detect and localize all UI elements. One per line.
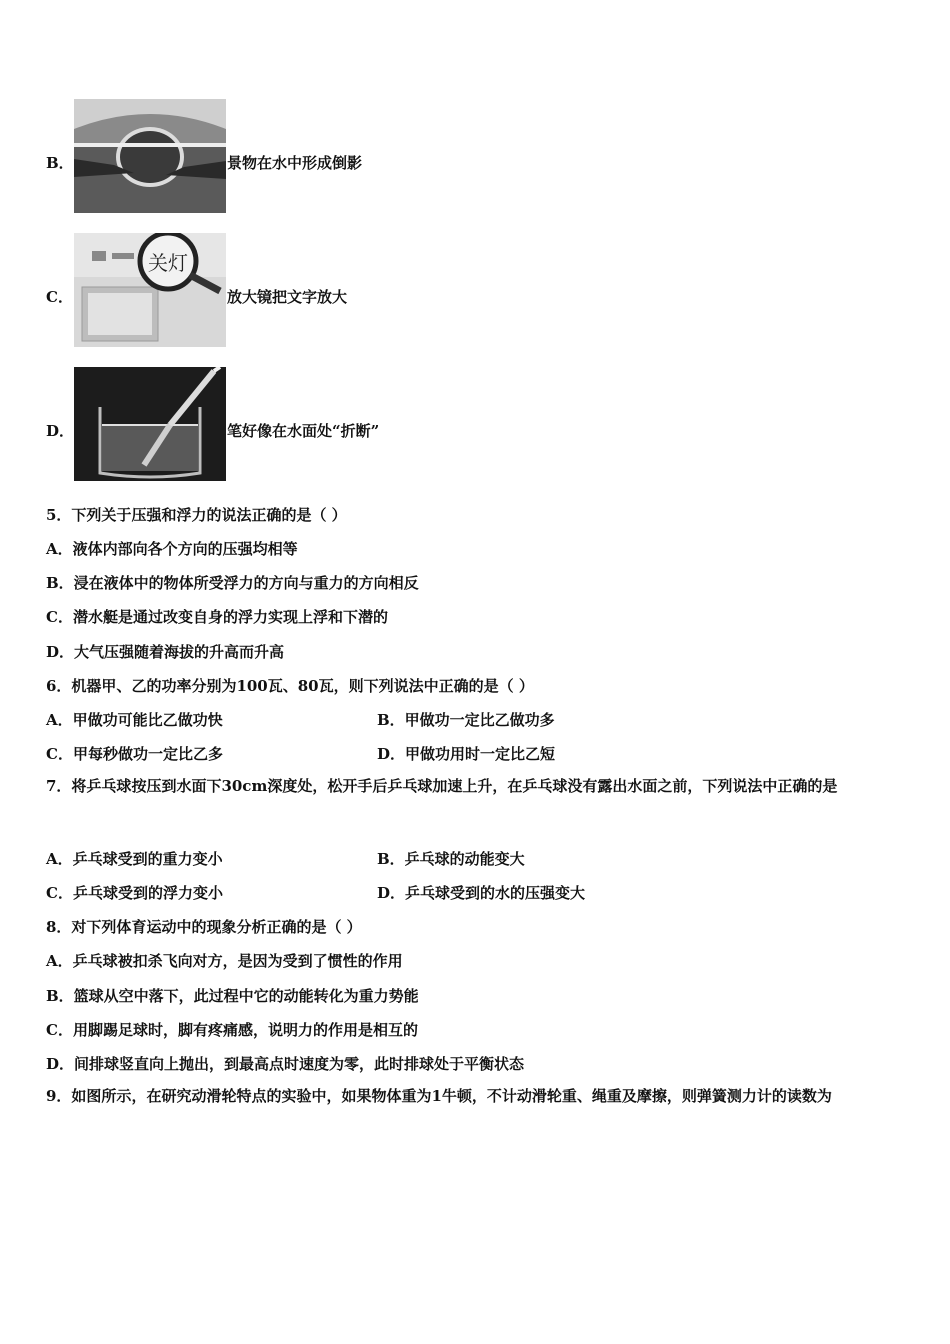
option-d-label: D． <box>46 422 75 440</box>
q5-option-b: B．浸在液体中的物体所受浮力的方向与重力的方向相反 <box>46 574 419 592</box>
q7-option-a: A．乒乓球受到的重力变小 <box>46 850 223 868</box>
option-c-label: C． <box>46 288 73 306</box>
bridge-reflection-photo-icon <box>74 99 226 213</box>
q8-option-b: B．篮球从空中落下，此过程中它的动能转化为重力势能 <box>46 987 419 1005</box>
q6-option-a: A．甲做功可能比乙做功快 <box>46 711 223 729</box>
q8-option-d: D．间排球竖直向上抛出，到最高点时速度为零，此时排球处于平衡状态 <box>46 1055 525 1073</box>
option-d-caption: 笔好像在水面处“折断” <box>227 422 380 440</box>
q6-stem: 6．机器甲、乙的功率分别为100瓦、80瓦，则下列说法中正确的是（ ） <box>46 677 534 695</box>
magnifier-photo-icon <box>74 233 226 347</box>
q5-option-d: D．大气压强随着海拔的升高而升高 <box>46 643 285 661</box>
q5-option-c: C．潜水艇是通过改变自身的浮力实现上浮和下潜的 <box>46 608 388 626</box>
q6-option-b: B．甲做功一定比乙做功多 <box>377 711 555 729</box>
q8-stem: 8．对下列体育运动中的现象分析正确的是（ ） <box>46 918 362 936</box>
q7-option-b: B．乒乓球的动能变大 <box>377 850 525 868</box>
q5-stem: 5．下列关于压强和浮力的说法正确的是（ ） <box>46 506 347 524</box>
q7-option-d: D．乒乓球受到的水的压强变大 <box>377 884 586 902</box>
magnifier-text: 关灯 <box>148 251 188 275</box>
option-b-caption: 景物在水中形成倒影 <box>227 154 363 172</box>
option-c-caption: 放大镜把文字放大 <box>227 288 348 306</box>
q7-option-c: C．乒乓球受到的浮力变小 <box>46 884 223 902</box>
q6-option-c: C．甲每秒做功一定比乙多 <box>46 745 223 763</box>
q5-option-a: A．液体内部向各个方向的压强均相等 <box>46 540 298 558</box>
q8-option-a: A．乒乓球被扣杀飞向对方，是因为受到了惯性的作用 <box>46 952 403 970</box>
pencil-in-water-photo-icon <box>74 367 226 481</box>
q7-stem: 7．将乒乓球按压到水面下30cm深度处，松开手后乒乓球加速上升，在乒乓球没有露出水面之前，下列说法中正确的是 <box>46 777 838 795</box>
q9-stem: 9．如图所示，在研究动滑轮特点的实验中，如果物体重为1牛顿，不计动滑轮重、绳重及摩擦，则弹簧测力计的读数为 <box>46 1087 832 1105</box>
q8-option-c: C．用脚踢足球时，脚有疼痛感，说明力的作用是相互的 <box>46 1021 418 1039</box>
q6-option-d: D．甲做功用时一定比乙短 <box>377 745 556 763</box>
option-b-label: B． <box>46 154 74 172</box>
